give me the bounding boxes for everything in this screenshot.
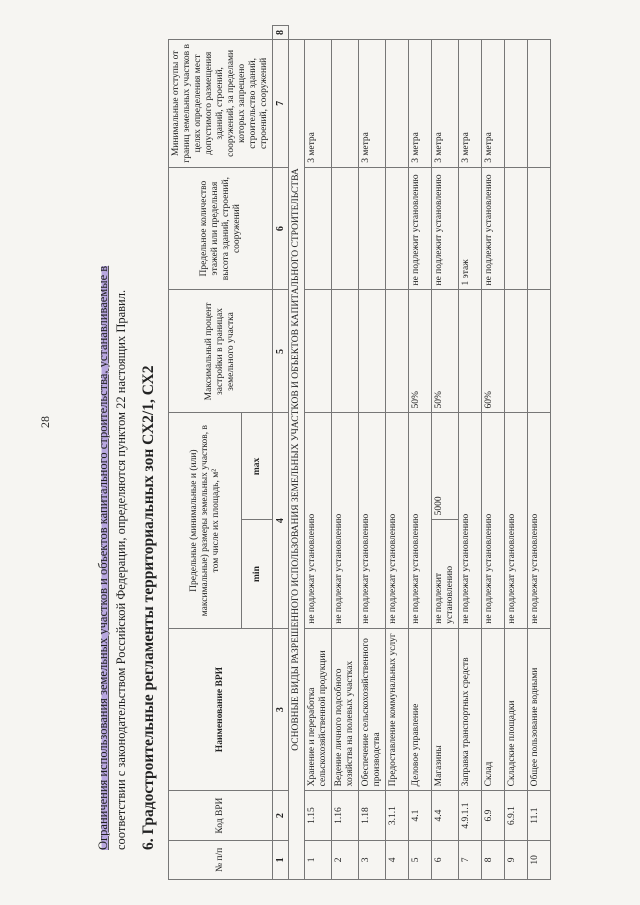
- header-max: max: [242, 413, 273, 520]
- cell-min: не подлежит установлению: [432, 520, 459, 628]
- table-header-row: [169, 26, 242, 880]
- table-row: [409, 26, 432, 880]
- cell-min: не подлежат установлению: [332, 413, 359, 628]
- cell-floors: [505, 167, 528, 290]
- cell-num: 9: [505, 840, 528, 879]
- rotated-page-content: [94, 20, 640, 880]
- cell-code: 11.1: [528, 791, 551, 840]
- header-floors: Предельное количество этажей или предельная высота зданий, строений, сооружений: [169, 167, 273, 290]
- cell-min: не подлежат установлению: [359, 413, 386, 628]
- cell-floors: [332, 167, 359, 290]
- cell-num: 7: [459, 840, 482, 879]
- cell-floors: [386, 167, 409, 290]
- cell-percent: 60%: [482, 290, 505, 413]
- cell-floors: не подлежит установлению: [409, 167, 432, 290]
- header-size: Предельные (минимальные и (или) максимальные) размеры земельных участков, в том числе их площадь, м²: [169, 413, 242, 628]
- cell-setback: 3 метра: [305, 40, 332, 168]
- table-row: [305, 26, 332, 880]
- cell-name: Общее пользование водными: [528, 628, 551, 791]
- cell-name: Магазины: [432, 628, 459, 791]
- column-number: 2: [273, 791, 289, 840]
- table-row: [359, 26, 386, 880]
- cell-name: Деловое управление: [409, 628, 432, 791]
- cell-name: Склад: [482, 628, 505, 791]
- cell-percent: [386, 290, 409, 413]
- cell-name: Складские площадки: [505, 628, 528, 791]
- cell-name: Заправка транспортных средств: [459, 628, 482, 791]
- cell-min: не подлежат установлению: [305, 413, 332, 628]
- cell-code: 3.1.1: [386, 791, 409, 840]
- cell-floors: не подлежит установлению: [432, 167, 459, 290]
- header-num: № п/п: [169, 840, 273, 879]
- cell-percent: [332, 290, 359, 413]
- cell-num: 10: [528, 840, 551, 879]
- section-label: ОСНОВНЫЕ ВИДЫ РАЗРЕШЕННОГО ИСПОЛЬЗОВАНИЯ ЗЕМЕЛЬНЫХ УЧАСТКОВ И ОБЪЕКТОВ КАПИТАЛЬНОГО СТРОИТЕЛЬСТВА: [289, 40, 305, 880]
- header-setback: Минимальные отступы от границ земельных участков в целях определения мест допустимого размещения зданий, строений, сооружений, за пределами которых запрещено строительство зданий, строений, сооружений: [169, 40, 273, 168]
- cell-setback: 3 метра: [432, 40, 459, 168]
- header-percent: Максимальный процент застройки в границах земельного участка: [169, 290, 273, 413]
- intro-text: соответствии с законодательством Российской Федерации, определяются пунктом 22 настоящих Правил.: [114, 289, 128, 850]
- cell-code: 6.9: [482, 791, 505, 840]
- cell-percent: 50%: [409, 290, 432, 413]
- cell-code: 1.15: [305, 791, 332, 840]
- cell-setback: 3 метра: [409, 40, 432, 168]
- cell-setback: 3 метра: [482, 40, 505, 168]
- cell-percent: [459, 290, 482, 413]
- column-number: 3: [273, 628, 289, 791]
- cell-floors: [528, 167, 551, 290]
- cell-code: 1.16: [332, 791, 359, 840]
- cell-min: не подлежат установлению: [409, 413, 432, 628]
- cell-setback: [528, 40, 551, 168]
- cell-setback: 3 метра: [359, 40, 386, 168]
- header-name: Наименование ВРИ: [169, 628, 273, 791]
- table-row: [432, 26, 459, 880]
- table-row: [332, 26, 359, 880]
- cell-num: 5: [409, 840, 432, 879]
- cell-name: Хранение и переработка сельскохозяйственной продукции: [305, 628, 332, 791]
- cell-num: 3: [359, 840, 386, 879]
- column-number: 6: [273, 167, 289, 290]
- cell-percent: [359, 290, 386, 413]
- cell-floors: не подлежит установлению: [482, 167, 505, 290]
- cell-min: не подлежат установлению: [528, 413, 551, 628]
- column-number: 4: [273, 413, 289, 628]
- header-code: Код ВРИ: [169, 791, 273, 840]
- highlighted-text: Ограничения использования земельных участков и объектов капитального строительства, устанавливаемые в: [96, 265, 110, 850]
- column-number: 8: [273, 26, 289, 40]
- cell-code: 4.4: [432, 791, 459, 840]
- cell-floors: [359, 167, 386, 290]
- section-row: [289, 26, 305, 880]
- regulations-table: [168, 25, 551, 880]
- cell-percent: [528, 290, 551, 413]
- table-row: [505, 26, 528, 880]
- table-row: [386, 26, 409, 880]
- cell-max: 5000: [432, 413, 459, 520]
- cell-percent: [305, 290, 332, 413]
- cell-code: 4.1: [409, 791, 432, 840]
- cell-num: 6: [432, 840, 459, 879]
- cell-min: не подлежат установлению: [459, 413, 482, 628]
- cell-num: 4: [386, 840, 409, 879]
- table-body: [273, 26, 551, 880]
- cell-code: 4.9.1.1: [459, 791, 482, 840]
- cell-floors: [305, 167, 332, 290]
- cell-floors: 1 этаж: [459, 167, 482, 290]
- table-row: [482, 26, 505, 880]
- cell-min: не подлежат установлению: [505, 413, 528, 628]
- cell-name: Ведение личного подсобного хозяйства на полевых участках: [332, 628, 359, 791]
- column-number-row: [273, 26, 289, 880]
- cell-code: 1.18: [359, 791, 386, 840]
- cell-min: не подлежат установлению: [482, 413, 505, 628]
- column-number: 7: [273, 40, 289, 168]
- cell-setback: [505, 40, 528, 168]
- section-title: 6. Градостроительные регламенты территориальных зон СХ2/1, СХ2: [140, 365, 157, 850]
- column-number: 5: [273, 290, 289, 413]
- cell-name: Обеспечение сельскохозяйственного производства: [359, 628, 386, 791]
- cell-percent: 50%: [432, 290, 459, 413]
- cell-num: 8: [482, 840, 505, 879]
- cell-code: 6.9.1: [505, 791, 528, 840]
- cell-setback: [332, 40, 359, 168]
- cell-setback: [386, 40, 409, 168]
- cell-num: 1: [305, 840, 332, 879]
- cell-setback: 3 метра: [459, 40, 482, 168]
- column-number: 1: [273, 840, 289, 879]
- table-row: [459, 26, 482, 880]
- intro-paragraph: [94, 20, 130, 850]
- cell-num: 2: [332, 840, 359, 879]
- header-min: min: [242, 520, 273, 628]
- cell-name: Предоставление коммунальных услуг: [386, 628, 409, 791]
- table-row: [528, 26, 551, 880]
- cell-min: не подлежат установлению: [386, 413, 409, 628]
- page-number: 28: [38, 416, 52, 428]
- cell-percent: [505, 290, 528, 413]
